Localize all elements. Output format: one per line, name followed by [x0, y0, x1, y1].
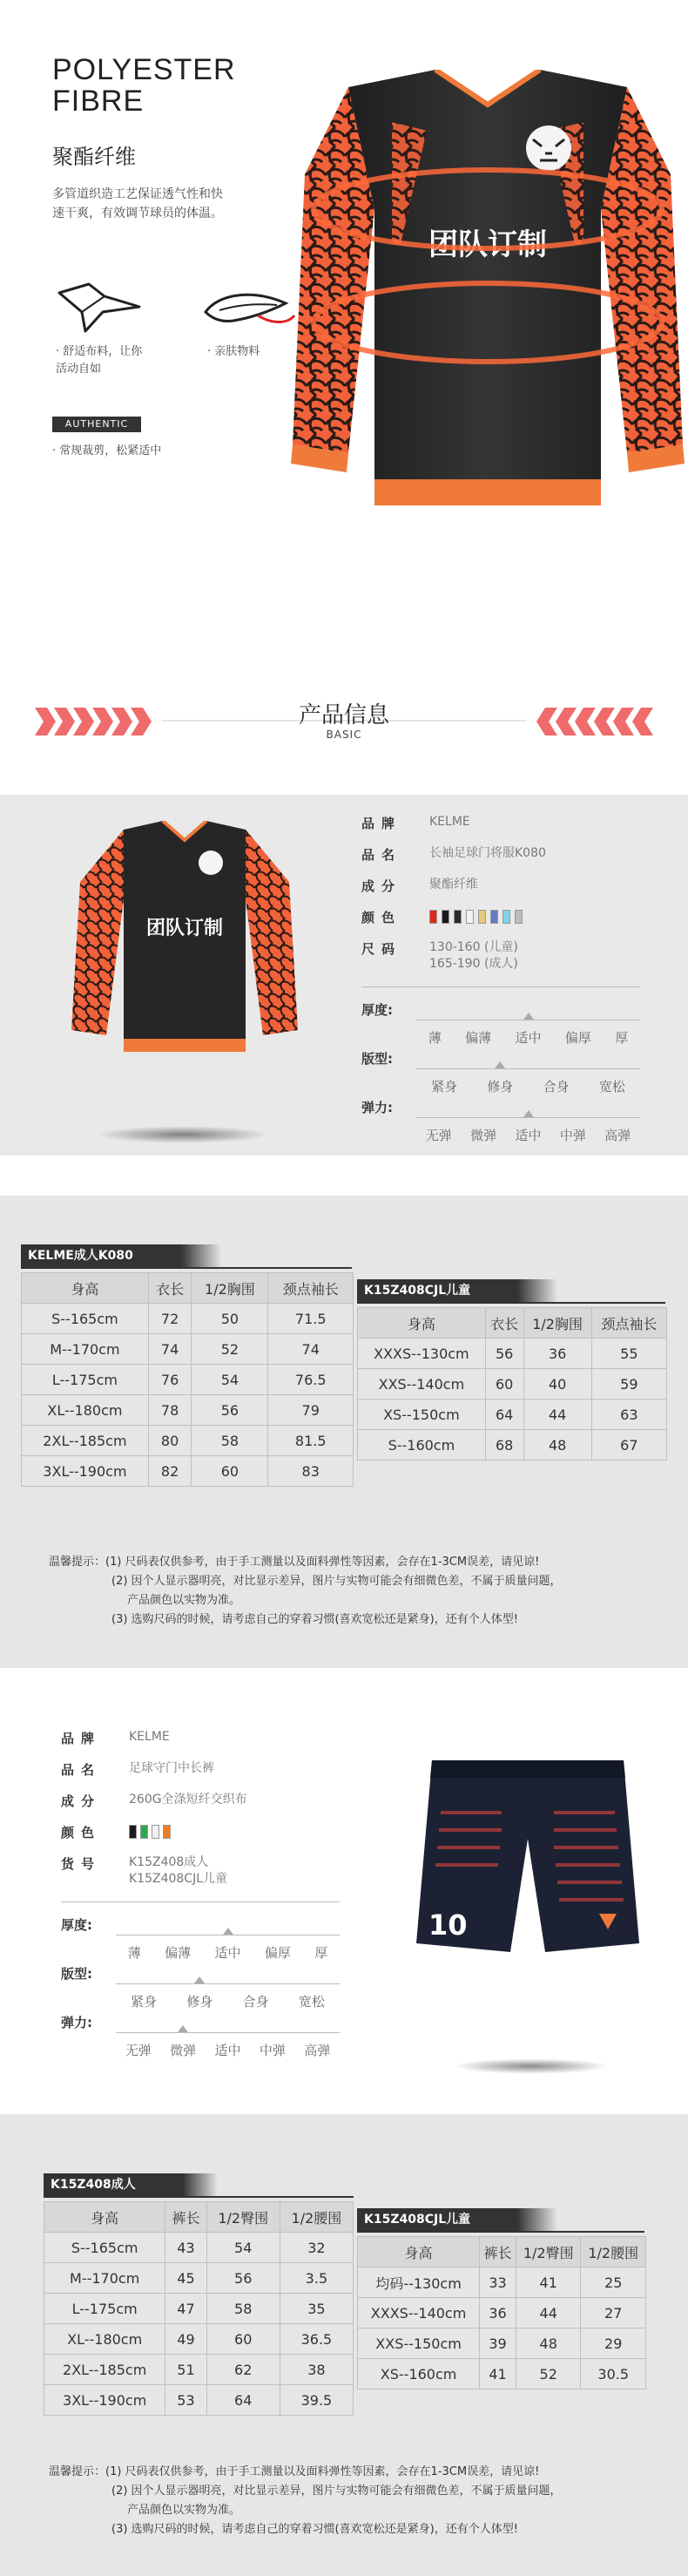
shorts-thickness-scale: [61, 1915, 340, 1964]
hero-title-cn: 聚酯纤维: [52, 145, 136, 169]
table-header-cell: 衣长: [485, 1308, 523, 1339]
scale-option: 偏薄: [165, 1945, 192, 1961]
table-header-cell: 身高: [358, 2237, 480, 2268]
product-info-banner: [0, 680, 688, 776]
table-cell: 40: [523, 1369, 591, 1400]
table-cell: 58: [206, 2294, 280, 2324]
table-cell: 76.5: [268, 1365, 354, 1395]
info-divider: [361, 986, 640, 987]
table-cell: 36: [523, 1339, 591, 1369]
table-cell: 76: [148, 1365, 192, 1395]
table-cell: 33: [480, 2268, 516, 2298]
shorts-number: 10: [428, 1908, 468, 1942]
table-cell: 38: [280, 2355, 353, 2385]
table-cell: 48: [523, 1430, 591, 1461]
color-swatch: [478, 910, 486, 924]
table-cell: 53: [165, 2385, 206, 2416]
shorts-fit-scale: [61, 1964, 340, 2013]
table-cell: XXS--140cm: [358, 1369, 486, 1400]
shorts-shadow: [453, 2058, 610, 2074]
scale-option: 微弹: [470, 1128, 497, 1143]
color-swatch: [140, 1825, 148, 1839]
scale-options: [416, 1077, 640, 1095]
scale-options: [116, 1943, 340, 1962]
color-swatch: [503, 910, 510, 924]
table-cell: 2XL--185cm: [44, 2355, 165, 2385]
color-swatch: [490, 910, 498, 924]
table-cell: 62: [206, 2355, 280, 2385]
table-cell: 36.5: [280, 2324, 353, 2355]
section-subtitle: BASIC: [326, 729, 362, 741]
table-row: [22, 1456, 354, 1487]
table-cell: 39.5: [280, 2385, 353, 2416]
table-header-cell: 1/2腰围: [581, 2237, 646, 2268]
shorts-size-note: 温馨提示：(1) 尺码表仅供参考，由于手工测量以及面料弹性等因素，会存在1-3CM误差，请见谅! (2) 因个人显示器明亮，对比显示差异，图片与实物可能会有细微色差，不属于质量问题， 产品颜色以实物为准。 (3) 选购尺码的时候，请考虑自己的穿着习惯(喜欢宽松还是紧身)，还有个人体型!: [49, 2465, 562, 2536]
table-row: [22, 1395, 354, 1426]
table-cell: S--165cm: [44, 2233, 165, 2263]
shorts-adult-table-title: K15Z408成人: [44, 2173, 218, 2196]
scale-option: 无弹: [425, 1128, 452, 1143]
right-chevrons-icon: [531, 704, 653, 739]
table-cell: 54: [206, 2233, 280, 2263]
shorts-size-section: [0, 2114, 688, 2576]
scale-option: 修身: [186, 1994, 213, 2010]
scale-line: [416, 1068, 640, 1069]
table-row: [44, 2324, 354, 2355]
table-row: [358, 2268, 646, 2298]
scale-label: 版型:: [361, 1051, 393, 1067]
table-row: [22, 1365, 354, 1395]
table-row: [358, 1339, 667, 1369]
table-header-cell: 1/2胸围: [523, 1308, 591, 1339]
table-cell: 2XL--185cm: [22, 1426, 149, 1456]
skin-friendly-icon: [202, 286, 298, 329]
scale-option: 适中: [214, 2043, 241, 2058]
scale-option: 宽松: [598, 1079, 625, 1095]
table-cell: 60: [206, 2324, 280, 2355]
scale-option: 中弹: [259, 2043, 286, 2058]
table-cell: 3XL--190cm: [44, 2385, 165, 2416]
table-row: [44, 2385, 354, 2416]
scale-option: 薄: [127, 1945, 141, 1961]
table-header-cell: 1/2臀围: [206, 2202, 280, 2233]
shorts-elasticity-scale: [61, 2013, 340, 2062]
color-swatch: [152, 1825, 159, 1839]
scale-pointer-icon: [523, 1013, 534, 1020]
table-cell: XL--180cm: [22, 1395, 149, 1426]
table-row: [358, 1369, 667, 1400]
shorts-kids-size-table: [357, 2236, 646, 2390]
hero-section: [0, 0, 688, 680]
table-cell: 35: [280, 2294, 353, 2324]
shorts-adult-size-table: [44, 2201, 354, 2416]
table-cell: 50: [192, 1304, 268, 1334]
jersey-color-swatches: [429, 910, 523, 924]
scale-pointer-icon: [223, 1928, 233, 1935]
table-header-cell: 颈点袖长: [591, 1308, 666, 1339]
table-cell: 80: [148, 1426, 192, 1456]
jersey-adult-table-title: KELME成人K080: [21, 1244, 221, 1267]
table-row: [358, 1400, 667, 1430]
scale-option: 薄: [428, 1030, 442, 1046]
table-row: [358, 2359, 646, 2390]
table-cell: 41: [480, 2359, 516, 2390]
table-cell: XS--160cm: [358, 2359, 480, 2390]
table-cell: 60: [485, 1369, 523, 1400]
shorts-color-swatches: [129, 1825, 171, 1839]
jersey-fit-scale: [361, 1049, 640, 1098]
scale-pointer-icon: [178, 2025, 188, 2032]
scale-options: [116, 1992, 340, 2010]
table-row: [358, 1430, 667, 1461]
table-cell: 32: [280, 2233, 353, 2263]
table-cell: S--165cm: [22, 1304, 149, 1334]
authentic-badge: AUTHENTIC: [52, 417, 141, 432]
table-row: [22, 1304, 354, 1334]
scale-label: 弹力:: [61, 2015, 92, 2030]
table-cell: 72: [148, 1304, 192, 1334]
table-cell: 56: [206, 2263, 280, 2294]
jersey-shirt-text: 团队订制: [145, 918, 224, 939]
table-cell: 45: [165, 2263, 206, 2294]
table-cell: 49: [165, 2324, 206, 2355]
table-cell: 25: [581, 2268, 646, 2298]
scale-label: 厚度:: [61, 1917, 92, 1933]
table-header-cell: 身高: [22, 1273, 149, 1304]
table-cell: 83: [268, 1456, 354, 1487]
table-cell: 43: [165, 2233, 206, 2263]
jersey-elasticity-scale: [361, 1098, 640, 1147]
table-cell: 82: [148, 1456, 192, 1487]
hero-shirt-text: 团队订制: [428, 227, 547, 262]
table-cell: 30.5: [581, 2359, 646, 2390]
authentic-text: · 常规裁剪，松紧适中: [52, 444, 162, 458]
table-cell: 56: [192, 1395, 268, 1426]
scale-option: 适中: [515, 1030, 542, 1046]
scale-option: 紧身: [431, 1079, 458, 1095]
jersey-size-section: [0, 1196, 688, 1668]
table-cell: 79: [268, 1395, 354, 1426]
table-cell: 78: [148, 1395, 192, 1426]
color-swatch: [429, 910, 437, 924]
table-cell: 44: [516, 2298, 581, 2329]
scale-option: 合身: [543, 1079, 570, 1095]
section-title: 产品信息: [298, 702, 389, 729]
table-row: [44, 2355, 354, 2385]
table-cell: XXS--150cm: [358, 2329, 480, 2359]
table-cell: 3.5: [280, 2263, 353, 2294]
table-header-cell: 裤长: [480, 2237, 516, 2268]
table-cell: 52: [516, 2359, 581, 2390]
table-header-cell: 1/2臀围: [516, 2237, 581, 2268]
jersey-info-section: 团队订制 品牌 KELME 品名 长袖足球门将服K080 成分 聚酯纤维 颜色 尺码 130-160 (儿童) 165-190 (成人) 厚度: 薄 偏薄 适中 偏厚 厚 版型: 紧身 修身 合身 宽松 弹力: 无弹 微弹 适中 中弹 高弹: [0, 795, 688, 1156]
table-cell: 60: [192, 1456, 268, 1487]
table-cell: M--170cm: [22, 1334, 149, 1365]
table-cell: XXXS--140cm: [358, 2298, 480, 2329]
table-cell: 39: [480, 2329, 516, 2359]
table-cell: XS--150cm: [358, 1400, 486, 1430]
table-cell: 47: [165, 2294, 206, 2324]
table-cell: 41: [516, 2268, 581, 2298]
shorts-kids-table-title: K15Z408CJL儿童: [357, 2208, 557, 2231]
scale-options: [116, 2041, 340, 2059]
shorts-image: [415, 1743, 641, 1961]
table-cell: 64: [206, 2385, 280, 2416]
table-cell: 均码--130cm: [358, 2268, 480, 2298]
scale-label: 版型:: [61, 1966, 92, 1982]
jersey-adult-size-table: [21, 1272, 354, 1487]
scale-pointer-icon: [194, 1976, 205, 1983]
scale-option: 厚: [314, 1945, 328, 1961]
table-header-cell: 颈点袖长: [268, 1273, 354, 1304]
table-row: [44, 2263, 354, 2294]
scale-line: [116, 2032, 340, 2033]
table-cell: 54: [192, 1365, 268, 1395]
scale-option: 高弹: [304, 2043, 331, 2058]
table-cell: 64: [485, 1400, 523, 1430]
table-cell: 63: [591, 1400, 666, 1430]
soft-fabric-icon: [54, 281, 141, 335]
table-header-cell: 身高: [44, 2202, 165, 2233]
table-cell: 3XL--190cm: [22, 1456, 149, 1487]
scale-pointer-icon: [495, 1061, 505, 1068]
jersey-size-note: 温馨提示：(1) 尺码表仅供参考，由于手工测量以及面料弹性等因素，会存在1-3CM误差，请见谅! (2) 因个人显示器明亮，对比显示差异，图片与实物可能会有细微色差，不属于质量问题， 产品颜色以实物为准。 (3) 选购尺码的时候，请考虑自己的穿着习惯(喜欢宽松还是紧身)，还有个人体型!: [49, 1556, 562, 1626]
table-cell: 48: [516, 2329, 581, 2359]
scale-option: 中弹: [559, 1128, 586, 1143]
jersey-kids-table-title: K15Z408CJL儿童: [357, 1279, 557, 1302]
table-header-row: [358, 1308, 667, 1339]
scale-option: 偏薄: [465, 1030, 492, 1046]
table-cell: 29: [581, 2329, 646, 2359]
table-cell: 59: [591, 1369, 666, 1400]
table-cell: 81.5: [268, 1426, 354, 1456]
jersey-kids-size-table: [357, 1307, 667, 1461]
table-header-row: [358, 2237, 646, 2268]
table-cell: 68: [485, 1430, 523, 1461]
table-header-row: [44, 2202, 354, 2233]
table-row: [22, 1334, 354, 1365]
table-cell: 36: [480, 2298, 516, 2329]
feature-skin-friendly-label: · 亲肤物料: [207, 345, 260, 358]
scale-option: 偏厚: [264, 1945, 291, 1961]
scale-option: 高弹: [604, 1128, 631, 1143]
table-header-cell: 1/2胸围: [192, 1273, 268, 1304]
table-cell: XXXS--130cm: [358, 1339, 486, 1369]
color-swatch: [442, 910, 449, 924]
scale-option: 适中: [515, 1128, 542, 1143]
color-swatch: [515, 910, 523, 924]
shorts-info-section: 品牌 KELME 品名 足球守门中长裤 成分 260G全涤短纤交织布 颜色 货号 K15Z408成人 K15Z408CJL儿童 厚度: 薄 偏薄 适中 偏厚 厚 版型: 紧身 修身 合身 宽松 弹力: 无弹 微弹 适中 中弹 高弹 10: [0, 1692, 688, 2114]
scale-label: 弹力:: [361, 1100, 393, 1115]
jersey-image: [71, 821, 298, 1056]
table-row: [358, 2298, 646, 2329]
table-cell: 44: [523, 1400, 591, 1430]
table-cell: L--175cm: [44, 2294, 165, 2324]
table-header-cell: 身高: [358, 1308, 486, 1339]
table-cell: M--170cm: [44, 2263, 165, 2294]
scale-option: 微弹: [170, 2043, 197, 2058]
color-swatch: [454, 910, 462, 924]
jersey-shadow: [96, 1126, 270, 1143]
scale-line: [116, 1983, 340, 1984]
table-cell: L--175cm: [22, 1365, 149, 1395]
scale-option: 厚: [615, 1030, 629, 1046]
jersey-hero-image: [287, 70, 688, 523]
scale-options: [416, 1126, 640, 1144]
hero-description: 多管道织造工艺保证透气性和快速干爽，有效调节球员的体温。: [52, 187, 223, 220]
scale-option: 宽松: [298, 1994, 325, 2010]
table-cell: 27: [581, 2298, 646, 2329]
scale-options: [416, 1028, 640, 1047]
table-cell: 74: [148, 1334, 192, 1365]
color-swatch: [163, 1825, 171, 1839]
table-header-cell: 衣长: [148, 1273, 192, 1304]
table-cell: 58: [192, 1426, 268, 1456]
table-cell: 74: [268, 1334, 354, 1365]
scale-option: 适中: [214, 1945, 241, 1961]
feature-soft-fabric-label: · 舒适布料，让你 活动自如: [56, 345, 143, 376]
jersey-thickness-scale: [361, 1000, 640, 1049]
scale-option: 紧身: [131, 1994, 158, 2010]
scale-label: 厚度:: [361, 1002, 393, 1018]
color-swatch: [466, 910, 474, 924]
scale-line: [416, 1117, 640, 1118]
table-cell: 51: [165, 2355, 206, 2385]
scale-pointer-icon: [523, 1110, 534, 1117]
hero-title-en-line1: POLYESTER: [52, 53, 236, 86]
table-row: [22, 1426, 354, 1456]
table-cell: S--160cm: [358, 1430, 486, 1461]
scale-option: 合身: [242, 1994, 269, 2010]
table-row: [44, 2233, 354, 2263]
table-cell: 52: [192, 1334, 268, 1365]
table-cell: 56: [485, 1339, 523, 1369]
table-header-cell: 裤长: [165, 2202, 206, 2233]
scale-option: 修身: [487, 1079, 514, 1095]
hero-title-en: [52, 54, 236, 117]
table-header-cell: 1/2腰围: [280, 2202, 353, 2233]
table-cell: XL--180cm: [44, 2324, 165, 2355]
table-cell: 67: [591, 1430, 666, 1461]
table-cell: 55: [591, 1339, 666, 1369]
scale-option: 无弹: [125, 2043, 152, 2058]
color-swatch: [129, 1825, 137, 1839]
hero-title-en-line2: FIBRE: [52, 85, 145, 118]
table-cell: 71.5: [268, 1304, 354, 1334]
scale-option: 偏厚: [564, 1030, 591, 1046]
table-row: [358, 2329, 646, 2359]
table-header-row: [22, 1273, 354, 1304]
table-row: [44, 2294, 354, 2324]
